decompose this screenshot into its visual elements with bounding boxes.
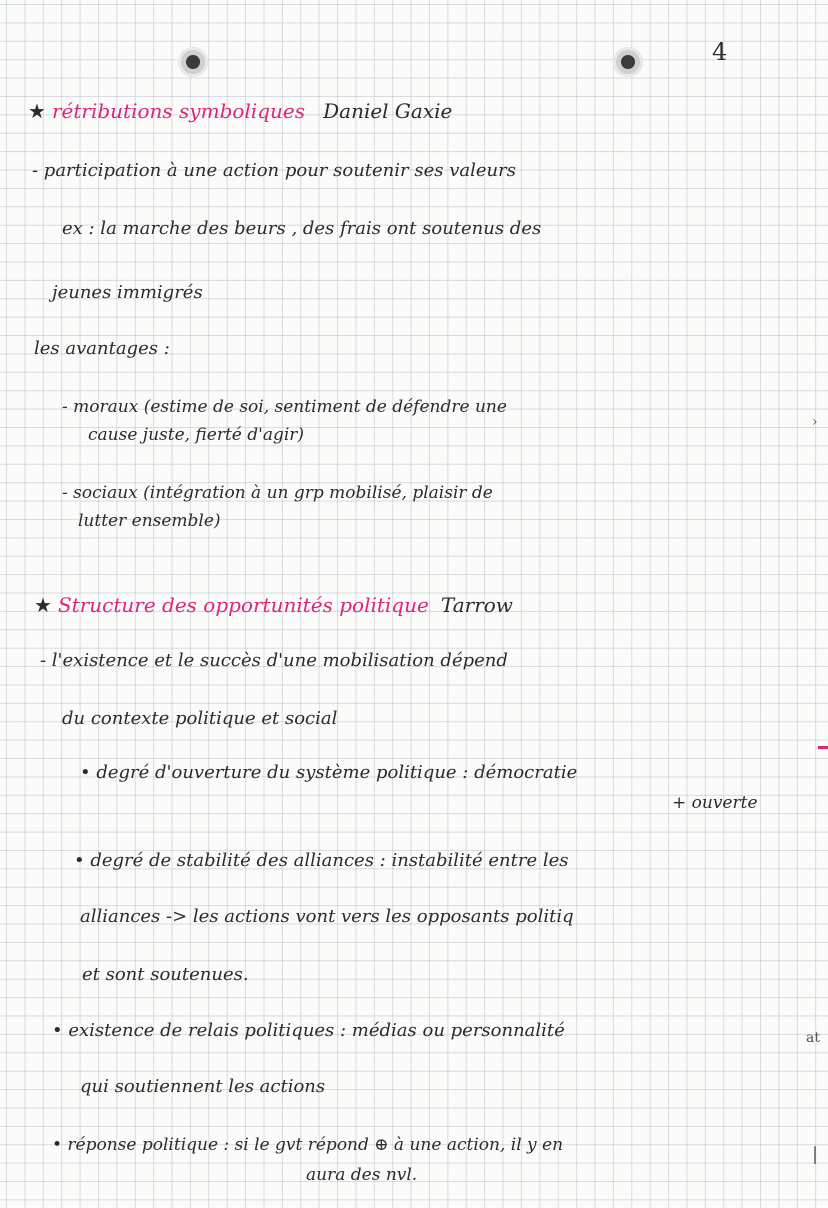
section1-line: jeunes immigrés [52, 282, 203, 303]
section2-line: + ouverte [672, 793, 758, 813]
section2-line: - l'existence et le succès d'une mobilisation dépend [40, 650, 508, 671]
section1-line: - participation à une action pour soutenir ses valeurs [32, 160, 516, 181]
section2-line: du contexte politique et social [62, 708, 338, 729]
section2-heading [34, 594, 513, 617]
section1-line: - moraux (estime de soi, sentiment de défendre une [62, 397, 507, 417]
section2-line: alliances -> les actions vont vers les opposants politiq [80, 906, 574, 927]
section1-line: - sociaux (intégration à un grp mobilisé, plaisir de [62, 483, 493, 503]
section1-line: cause juste, fierté d'agir) [88, 425, 305, 445]
margin-mark: | [812, 1144, 819, 1165]
section1-line: lutter ensemble) [78, 511, 221, 531]
section2-line: • degré d'ouverture du système politique : démocratie [80, 762, 578, 783]
section2-line: et sont soutenues. [82, 964, 249, 985]
star-icon: ★ [28, 99, 46, 123]
page-number: 4 [712, 38, 728, 66]
section1-title: rétributions symboliques [51, 99, 305, 123]
margin-mark: › [812, 414, 818, 430]
section2-line: • réponse politique : si le gvt répond ⊕ à une action, il y en [52, 1135, 564, 1155]
section2-line: • degré de stabilité des alliances : instabilité entre les [74, 850, 569, 871]
pink-margin-mark [818, 746, 828, 749]
star-icon: ★ [34, 593, 52, 617]
section2-author: Tarrow [440, 593, 513, 617]
section2-line: aura des nvl. [306, 1165, 418, 1185]
section1-line: ex : la marche des beurs , des frais ont soutenus des [62, 218, 542, 239]
binder-hole-right [613, 47, 643, 77]
margin-mark: at [806, 1030, 820, 1046]
section2-line: qui soutiennent les actions [80, 1076, 326, 1097]
section1-heading [28, 100, 452, 123]
section2-line: • existence de relais politiques : médias ou personnalité [52, 1020, 565, 1041]
binder-hole-left [178, 47, 208, 77]
section2-title: Structure des opportunités politique [57, 593, 429, 617]
section1-author: Daniel Gaxie [323, 99, 453, 123]
section1-line: les avantages : [34, 338, 170, 359]
